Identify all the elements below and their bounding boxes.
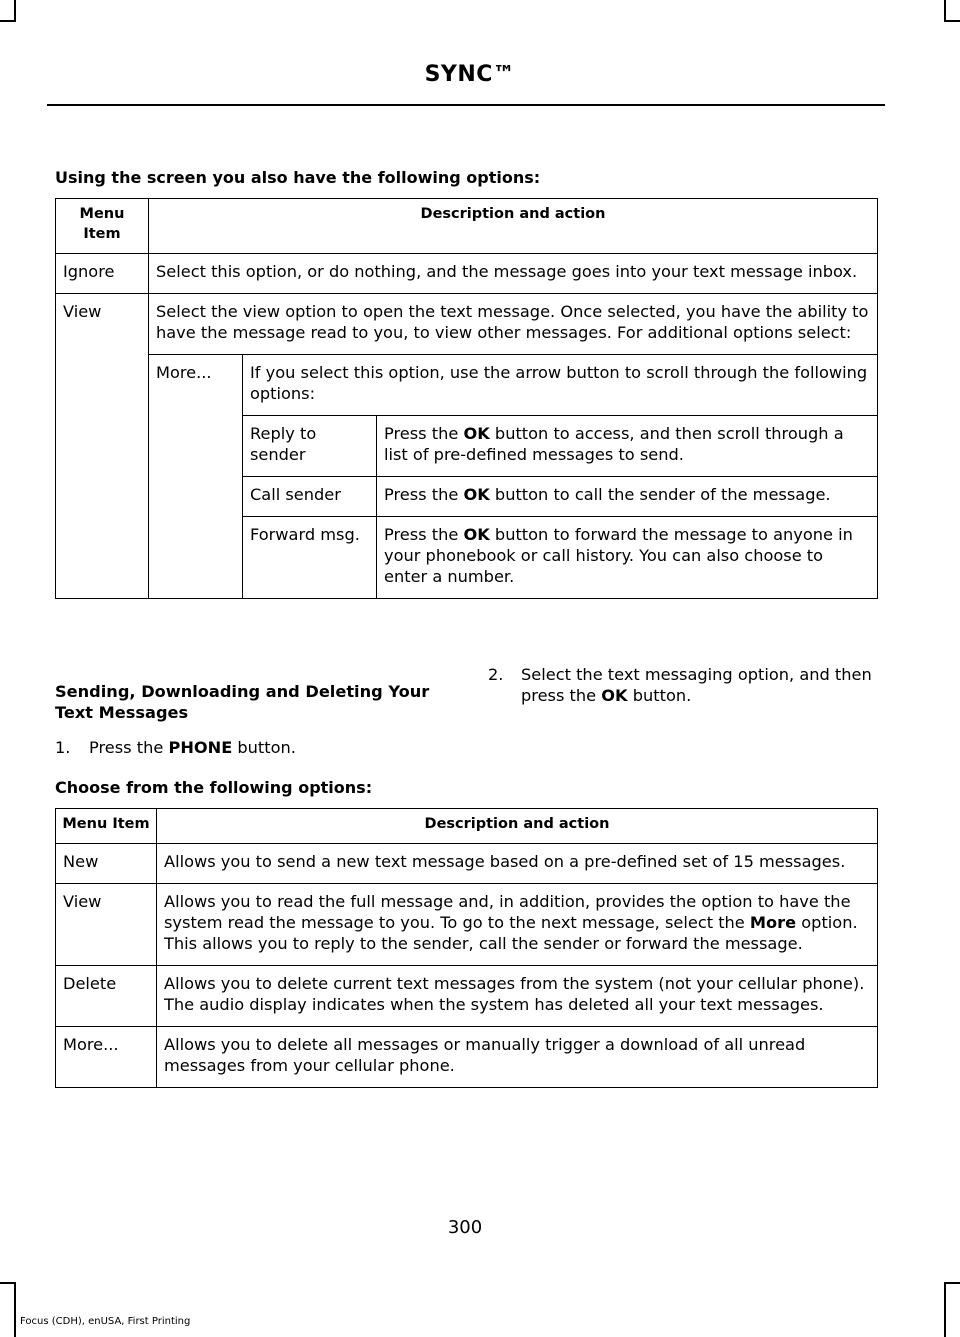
menu-item-cell: View <box>56 294 149 599</box>
submenu-option-cell: Forward msg. <box>243 517 377 599</box>
menu-item-cell: New <box>56 844 157 884</box>
description-cell: Select this option, or do nothing, and the message goes into your text message inbox. <box>149 254 878 294</box>
crop-mark-bottom-left-h <box>0 1282 16 1284</box>
crop-mark-bottom-right-v <box>944 1282 946 1337</box>
description-cell: If you select this option, use the arrow button to scroll through the following options: <box>243 355 878 416</box>
description-header: Description and action <box>149 199 878 254</box>
crop-mark-top-right-h <box>944 20 960 22</box>
description-cell: Press the OK button to forward the message to anyone in your phonebook or call history. You can also choose to enter a number. <box>377 517 878 599</box>
submenu-option-cell: Call sender <box>243 477 377 517</box>
description-cell: Allows you to delete all messages or manually trigger a download of all unread messages from your cellular phone. <box>157 1027 878 1088</box>
description-cell: Select the view option to open the text message. Once selected, you have the ability to have the message read to you, to view other messages. For additional options select: <box>149 294 878 355</box>
description-cell: Press the OK button to call the sender of the message. <box>377 477 878 517</box>
choose-options-text: Choose from the following options: <box>55 778 373 797</box>
description-cell: Press the OK button to access, and then scroll through a list of pre-defined messages to send. <box>377 416 878 477</box>
step-number: 2. <box>488 665 504 684</box>
menu-item-header: Menu Item <box>56 809 157 844</box>
page-number: 300 <box>447 1217 483 1238</box>
submenu-item-cell: More... <box>149 355 243 599</box>
text-message-options-table <box>55 808 878 1088</box>
submenu-option-cell: Reply to sender <box>243 416 377 477</box>
menu-item-cell: View <box>56 884 157 966</box>
header-divider <box>47 104 885 106</box>
step-2: 2. Select the text messaging option, and then press the OK button. <box>488 665 872 705</box>
crop-mark-top-right-v <box>944 0 946 22</box>
description-cell: Allows you to send a new text message based on a pre-defined set of 15 messages. <box>157 844 878 884</box>
crop-mark-bottom-left-v <box>14 1282 16 1337</box>
menu-item-cell: Ignore <box>56 254 149 294</box>
message-options-table <box>55 198 878 599</box>
table-row <box>56 884 878 966</box>
table-header-row <box>56 809 878 844</box>
menu-item-header: Menu Item <box>56 199 149 254</box>
menu-item-cell: Delete <box>56 966 157 1027</box>
table-row <box>56 966 878 1027</box>
footer-text: Focus (CDH), enUSA, First Printing <box>20 1316 191 1327</box>
table-row <box>56 294 878 355</box>
table-row <box>56 355 878 416</box>
description-header: Description and action <box>157 809 878 844</box>
crop-mark-top-left-h <box>0 20 16 22</box>
table-row <box>56 1027 878 1088</box>
table-row <box>56 254 878 294</box>
section-heading: Sending, Downloading and Deleting Your Text Messages <box>55 682 430 722</box>
step-1: 1. Press the PHONE button. <box>55 738 296 757</box>
table-header-row <box>56 199 878 254</box>
menu-item-cell: More... <box>56 1027 157 1088</box>
intro-text: Using the screen you also have the following options: <box>55 168 541 187</box>
table-row <box>56 844 878 884</box>
step-number: 1. <box>55 738 71 757</box>
crop-mark-top-left-v <box>14 0 16 22</box>
crop-mark-bottom-right-h <box>944 1282 960 1284</box>
page-header-title: SYNC™ <box>424 62 516 87</box>
description-cell: Allows you to read the full message and, in addition, provides the option to have the system read the message to you. To go to the next message, select the More option. This allows you to reply to the sender, call the sender or forward the message. <box>157 884 878 966</box>
description-cell: Allows you to delete current text messages from the system (not your cellular phone). The audio display indicates when the system has deleted all your text messages. <box>157 966 878 1027</box>
